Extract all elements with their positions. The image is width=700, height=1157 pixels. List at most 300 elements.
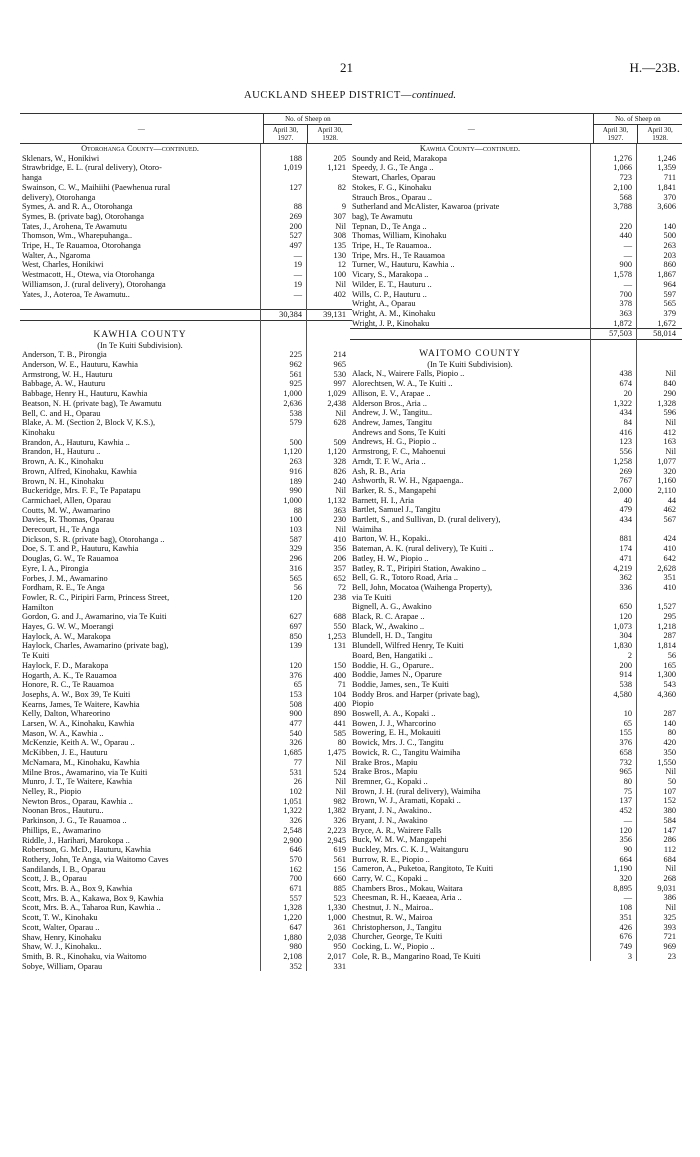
sheep-1927: 1,880 bbox=[283, 932, 302, 942]
table-row bbox=[20, 758, 352, 768]
sheep-1928: Nil bbox=[665, 369, 676, 379]
sheep-1927: 320 bbox=[619, 874, 632, 884]
sheep-1927: 326 bbox=[289, 816, 302, 826]
sheep-1927: 269 bbox=[619, 466, 632, 476]
table-row bbox=[350, 496, 682, 506]
table-row bbox=[20, 709, 352, 719]
sheep-1927: 723 bbox=[619, 173, 632, 183]
sheep-1927: 2,100 bbox=[613, 182, 632, 192]
table-row bbox=[350, 796, 682, 806]
table-row bbox=[20, 428, 352, 438]
owner-name: Parkinson, J. G., Te Rauamoa .. bbox=[22, 816, 127, 826]
table-row bbox=[350, 447, 682, 457]
sheep-1927: 1,830 bbox=[613, 641, 632, 651]
owner-name: Wright, A. M., Kinohaku bbox=[352, 308, 436, 318]
sheep-1928: 238 bbox=[333, 592, 346, 602]
sheep-1927: 120 bbox=[289, 592, 302, 602]
sheep-1928: 711 bbox=[663, 173, 676, 183]
owner-name: Haylock, Charles, Awamarino (private bag), bbox=[22, 641, 169, 651]
sheep-1928: 890 bbox=[333, 709, 346, 719]
sheep-1927: 1,190 bbox=[613, 864, 632, 874]
sheep-1927 bbox=[590, 525, 636, 535]
sheep-1927: 500 bbox=[289, 437, 302, 447]
sheep-1928: 524 bbox=[333, 767, 346, 777]
table-row bbox=[350, 942, 682, 952]
owner-name: Brown, J. H. (rural delivery), Waimiha bbox=[352, 786, 481, 796]
table-row bbox=[350, 193, 682, 203]
table-row bbox=[350, 418, 682, 428]
table-row bbox=[20, 574, 352, 584]
sheep-1928: 684 bbox=[663, 854, 676, 864]
sheep-1927: 568 bbox=[619, 192, 632, 202]
name-column-header: — bbox=[20, 114, 263, 144]
table-row bbox=[20, 680, 352, 690]
sheep-1928: 130 bbox=[333, 250, 346, 260]
table-row bbox=[20, 477, 352, 487]
sheep-1927: 647 bbox=[289, 922, 302, 932]
table-row bbox=[350, 173, 682, 183]
owner-name: Blundell, H. D., Tangitu bbox=[352, 631, 433, 641]
owner-name: Blundell, Wilfred Henry, Te Kuiti bbox=[352, 641, 464, 651]
owner-name: Carmichael, Allen, Oparau bbox=[22, 495, 111, 505]
table-row bbox=[350, 602, 682, 612]
table-row bbox=[20, 942, 352, 952]
sheep-1928: 1,253 bbox=[327, 631, 346, 641]
sheep-1927: 200 bbox=[289, 221, 302, 231]
sheep-1928: 140 bbox=[663, 221, 676, 231]
sheep-1927: 376 bbox=[289, 670, 302, 680]
owner-name: Buckeridge, Mrs. F. F., Te Papatapu bbox=[22, 486, 141, 496]
sheep-1928: 410 bbox=[663, 544, 676, 554]
sheep-1928: 214 bbox=[333, 350, 346, 360]
spacer bbox=[20, 299, 352, 309]
sheep-1927: 700 bbox=[619, 289, 632, 299]
table-row bbox=[20, 399, 352, 409]
table-row bbox=[20, 797, 352, 807]
col-1928-header: April 30, 1928. bbox=[638, 125, 682, 144]
sheep-1927: 188 bbox=[289, 153, 302, 163]
table-row bbox=[350, 154, 682, 164]
county-heading: WAITOMO COUNTY bbox=[419, 349, 521, 360]
owner-name: Forbes, J. M., Awamarino bbox=[22, 573, 108, 583]
table-row bbox=[20, 855, 352, 865]
sheep-1928: 441 bbox=[333, 719, 346, 729]
sheep-1927: 1,258 bbox=[613, 456, 632, 466]
table-row bbox=[20, 671, 352, 681]
sheep-1928: 1,029 bbox=[327, 389, 346, 399]
table-row bbox=[20, 603, 352, 613]
sheep-1928: Nil bbox=[335, 757, 346, 767]
sheep-1927: 4,580 bbox=[613, 689, 632, 699]
table-row bbox=[350, 163, 682, 173]
sheep-1927: 646 bbox=[289, 845, 302, 855]
owner-name: Bell, C. and H., Oparau bbox=[22, 408, 101, 418]
sheep-1927: 4,219 bbox=[613, 563, 632, 573]
owner-name: Andrews, H. G., Piopio .. bbox=[352, 437, 437, 447]
sheep-1927: 123 bbox=[619, 437, 632, 447]
owner-name: Turner, W., Hauturu, Kawhia .. bbox=[352, 260, 455, 270]
col-1928-header: April 30, 1928. bbox=[308, 125, 352, 144]
table-row bbox=[350, 467, 682, 477]
owner-name: Sutherland and McAlister, Kawaroa (private bbox=[352, 202, 500, 212]
sheep-1927: 497 bbox=[289, 241, 302, 251]
owner-name: Kearns, James, Te Waitere, Kawhia bbox=[22, 699, 140, 709]
table-row bbox=[350, 593, 682, 603]
sheep-1927: 90 bbox=[623, 844, 632, 854]
sheep-1928: 1,527 bbox=[657, 602, 676, 612]
sheep-1927: 8,895 bbox=[613, 883, 632, 893]
page-title bbox=[0, 90, 700, 101]
sheep-1928: 1,120 bbox=[327, 447, 346, 457]
sheep-1928: 596 bbox=[663, 408, 676, 418]
section-heading: Otorohanga County—continued. bbox=[81, 144, 199, 153]
sheep-1927: 556 bbox=[619, 447, 632, 457]
owner-name: Kinohaku bbox=[22, 427, 55, 437]
owner-name: Sobye, William, Oparau bbox=[22, 961, 103, 971]
owner-name: Scott, T. W., Kinohaku bbox=[22, 913, 98, 923]
sheep-1927: 900 bbox=[619, 260, 632, 270]
sheep-1928: 58,014 bbox=[653, 329, 676, 339]
page-number: 21 bbox=[340, 60, 353, 75]
sheep-1927: 1,872 bbox=[613, 318, 632, 328]
sheep-1928 bbox=[306, 603, 348, 613]
sheep-1928: 379 bbox=[663, 308, 676, 318]
owner-name: Milne Bros., Awamarino, via Te Kuiti bbox=[22, 767, 148, 777]
sheep-1927: — bbox=[293, 289, 302, 299]
sheep-1928: 165 bbox=[663, 660, 676, 670]
table-row bbox=[20, 874, 352, 884]
table-row bbox=[20, 438, 352, 448]
table-row bbox=[350, 923, 682, 933]
table-row bbox=[350, 319, 682, 329]
sheep-1927: 326 bbox=[289, 738, 302, 748]
sheep-1928: Nil bbox=[665, 767, 676, 777]
sheep-1928: 561 bbox=[333, 854, 346, 864]
table-row bbox=[20, 544, 352, 554]
table-row bbox=[350, 709, 682, 719]
sheep-1927: 155 bbox=[619, 728, 632, 738]
owner-name: Gordon, G. and J., Awamarino, via Te Kuiti bbox=[22, 612, 167, 622]
table-row bbox=[20, 457, 352, 467]
table-row bbox=[350, 231, 682, 241]
owner-name: Wright, J. P., Kinohaku bbox=[352, 318, 430, 328]
owner-name: Derecourt, H., Te Anga bbox=[22, 525, 100, 535]
owner-name: Thomson, Wm., Wharepuhanga.. bbox=[22, 231, 133, 241]
owner-name: Burrow, R. E., Piopio .. bbox=[352, 854, 430, 864]
sheep-1927: 471 bbox=[619, 553, 632, 563]
table-row bbox=[350, 748, 682, 758]
sheep-1928: 628 bbox=[333, 418, 346, 428]
sheep-1928: 356 bbox=[333, 544, 346, 554]
owner-name: Anderson, W. E., Hauturu, Kawhia bbox=[22, 360, 138, 370]
sheep-1927: 416 bbox=[619, 427, 632, 437]
sheep-1927: 1,019 bbox=[283, 163, 302, 173]
sheep-1928: 80 bbox=[667, 728, 676, 738]
table-row bbox=[20, 748, 352, 758]
owner-name: Fowler, R. C., Piripiri Farm, Princess Street, bbox=[22, 592, 170, 602]
sheep-1928: 543 bbox=[663, 679, 676, 689]
sheep-1927: — bbox=[623, 893, 632, 903]
sheep-1927: 674 bbox=[619, 379, 632, 389]
owner-name: Barnett, H. I., Aria bbox=[352, 495, 414, 505]
sheep-1928: 361 bbox=[333, 922, 346, 932]
owner-name: Hayes, G. W. W., Moerangi bbox=[22, 622, 114, 632]
sheep-1927: 962 bbox=[289, 360, 302, 370]
sheep-1927: 627 bbox=[289, 612, 302, 622]
sheep-1928: 619 bbox=[333, 845, 346, 855]
sheep-1927: 579 bbox=[289, 418, 302, 428]
sheep-1927: 88 bbox=[293, 202, 302, 212]
owner-name: Sandilands, I. B., Oparau bbox=[22, 864, 106, 874]
sheep-1927: 139 bbox=[289, 641, 302, 651]
sheep-1928: 1,160 bbox=[657, 476, 676, 486]
sheep-1928: 965 bbox=[333, 360, 346, 370]
document-reference: H.—23B. bbox=[629, 60, 680, 75]
table-row bbox=[350, 554, 682, 564]
table-row bbox=[350, 767, 682, 777]
table-row bbox=[350, 290, 682, 300]
owner-name: Scott, Mrs. B. A., Kakawa, Box 9, Kawhia bbox=[22, 893, 164, 903]
owner-name: Brown, Alfred, Kinohaku, Kawhia bbox=[22, 466, 137, 476]
sheep-1927: 767 bbox=[619, 476, 632, 486]
sheep-1928: 357 bbox=[333, 563, 346, 573]
table-row bbox=[350, 758, 682, 768]
table-row bbox=[350, 389, 682, 399]
sheep-1928: 240 bbox=[333, 476, 346, 486]
sheep-1928: 82 bbox=[337, 182, 346, 192]
owner-name: Honore, R. C., Te Rauamoa bbox=[22, 680, 114, 690]
sheep-1928: Nil bbox=[335, 777, 346, 787]
owner-name: Brown, A. K., Kinohaku bbox=[22, 457, 104, 467]
owner-name: Ash, R. B., Aria bbox=[352, 466, 406, 476]
owner-name: Andrews and Sons, Te Kuiti bbox=[352, 427, 446, 437]
total-row bbox=[350, 328, 682, 340]
owner-name: Bell, G. R., Totoro Road, Aria .. bbox=[352, 573, 458, 583]
sheep-1928: 597 bbox=[663, 289, 676, 299]
sheep-1927: 538 bbox=[289, 408, 302, 418]
table-row bbox=[20, 270, 352, 280]
sheep-1927: 527 bbox=[289, 231, 302, 241]
owner-name: Haylock, F. D., Marakopa bbox=[22, 660, 109, 670]
sheep-1927: 304 bbox=[619, 631, 632, 641]
table-row bbox=[350, 525, 682, 535]
owner-name: Wilder, E. T., Hauturu .. bbox=[352, 279, 432, 289]
sheep-1927: 732 bbox=[619, 757, 632, 767]
table-row bbox=[350, 719, 682, 729]
table-row bbox=[350, 534, 682, 544]
sheep-1927: 565 bbox=[289, 573, 302, 583]
sheep-1927: 508 bbox=[289, 699, 302, 709]
table-row bbox=[350, 202, 682, 212]
owner-name: Boddie, James N., Oparure bbox=[352, 670, 442, 680]
sheep-1927 bbox=[260, 428, 306, 438]
sheep-1927: 676 bbox=[619, 932, 632, 942]
owner-name: Brake Bros., Mapiu bbox=[352, 757, 418, 767]
owner-name: Barker, R. S., Mangapehi bbox=[352, 485, 437, 495]
owner-name: Batley, R. T., Piripiri Station, Awakino .. bbox=[352, 563, 487, 573]
owner-name: Doe, S. T. and P., Hauturu, Kawhia bbox=[22, 544, 139, 554]
table-row bbox=[350, 260, 682, 270]
owner-name: Bowick, R. C., Tangitu Waimiha bbox=[352, 747, 461, 757]
sheep-1927: 1,120 bbox=[283, 447, 302, 457]
sheep-1928 bbox=[636, 699, 678, 709]
sheep-1928: 50 bbox=[667, 777, 676, 786]
sheep-1927: 650 bbox=[619, 602, 632, 612]
table-row bbox=[20, 738, 352, 748]
sheep-1928: 400 bbox=[333, 670, 346, 680]
sheep-1927: 162 bbox=[289, 864, 302, 874]
sheep-1927: 540 bbox=[289, 728, 302, 738]
sheep-1927: 19 bbox=[293, 279, 302, 289]
table-row bbox=[350, 408, 682, 418]
sheep-1927: 30,384 bbox=[279, 310, 302, 320]
sheep-1928: 2,038 bbox=[327, 932, 346, 942]
owner-name: Buckley, Mrs. C. K. J., Waitanguru bbox=[352, 844, 469, 854]
owner-name: Black, R. C. Arapae .. bbox=[352, 612, 425, 622]
table-row bbox=[20, 903, 352, 913]
owner-name: Symes, B. (private bag), Otorohanga bbox=[22, 211, 144, 221]
sheep-1928: 2,223 bbox=[327, 825, 346, 835]
sheep-1928: 9 bbox=[341, 202, 346, 212]
owner-name: Eyre, I. A., Pirongia bbox=[22, 563, 89, 573]
sheep-1928: 12 bbox=[337, 260, 346, 270]
table-row bbox=[20, 389, 352, 399]
table-row bbox=[350, 369, 682, 379]
sheep-1928: 1,672 bbox=[657, 318, 676, 328]
owner-name: Kelly, Dalton, Whareorino bbox=[22, 709, 111, 719]
sheep-1927: 749 bbox=[619, 941, 632, 951]
sheep-1927: 1,276 bbox=[613, 153, 632, 163]
owner-name: Brandon, A., Hauturu, Kawhia .. bbox=[22, 437, 130, 447]
sheep-1928: 410 bbox=[663, 582, 676, 592]
table-row bbox=[350, 903, 682, 913]
table-row bbox=[20, 622, 352, 632]
table-row bbox=[20, 173, 352, 183]
owner-name: Rothery, John, Te Anga, via Waitomo Caves bbox=[22, 854, 169, 864]
table-row bbox=[350, 183, 682, 193]
owner-name: Davies, R. Thomas, Oparau bbox=[22, 515, 115, 525]
sheep-1928: 56 bbox=[667, 650, 676, 660]
title-text: AUCKLAND SHEEP DISTRICT— bbox=[243, 90, 412, 101]
owner-name: Josephs, A. W., Box 39, Te Kuiti bbox=[22, 689, 131, 699]
owner-name: Tripe, Mrs. H., Te Rauamoa bbox=[352, 250, 445, 260]
owner-name: McKenzie, Keith A. W., Oparau .. bbox=[22, 738, 135, 748]
owner-name: Mason, W. A., Kawhia .. bbox=[22, 728, 104, 738]
sheep-1928: 295 bbox=[663, 612, 676, 622]
sheep-1928 bbox=[636, 525, 678, 535]
sheep-1928: Nil bbox=[335, 525, 346, 535]
sheep-1927 bbox=[260, 173, 306, 183]
sheep-1928: Nil bbox=[335, 486, 346, 496]
owner-name: Hamilton bbox=[22, 602, 54, 612]
table-row bbox=[350, 728, 682, 738]
table-row bbox=[350, 874, 682, 884]
table-row bbox=[20, 496, 352, 506]
table-row bbox=[350, 816, 682, 826]
sheep-1928: 585 bbox=[333, 728, 346, 738]
table-row bbox=[350, 399, 682, 409]
sheep-1927: — bbox=[623, 241, 632, 251]
owner-name: Brown, N. H., Kinohaku bbox=[22, 476, 104, 486]
table-row bbox=[20, 260, 352, 270]
owner-name: McNamara, M., Kinohaku, Kawhia bbox=[22, 757, 140, 767]
sheep-1927: 916 bbox=[289, 466, 302, 476]
sheep-1928: 350 bbox=[663, 747, 676, 757]
left-table-body bbox=[20, 144, 352, 971]
sheep-1928: 386 bbox=[663, 893, 676, 903]
table-row bbox=[350, 826, 682, 836]
right-table-body bbox=[350, 144, 682, 961]
sheep-1928: 331 bbox=[333, 961, 346, 971]
sheep-1928: 1,132 bbox=[327, 495, 346, 505]
owner-name: Armstrong, W. H., Hauturu bbox=[22, 369, 113, 379]
sheep-1928: 642 bbox=[663, 553, 676, 563]
table-row bbox=[20, 933, 352, 943]
sheep-1928: 982 bbox=[333, 796, 346, 806]
table-row bbox=[20, 768, 352, 778]
sheep-1927: 1,322 bbox=[283, 806, 302, 816]
table-row bbox=[20, 467, 352, 477]
table-row bbox=[20, 865, 352, 875]
sheep-1928: 370 bbox=[663, 192, 676, 202]
owner-name: Stokes, F. G., Kinohaku bbox=[352, 182, 432, 192]
sheep-1927: 1,685 bbox=[283, 748, 302, 758]
sheep-1927: 120 bbox=[619, 612, 632, 622]
owner-name: Scott, Walter, Oparau .. bbox=[22, 922, 100, 932]
owner-name: Dickson, S. R. (private bag), Otorohanga .. bbox=[22, 534, 165, 544]
sheep-1928: 652 bbox=[333, 573, 346, 583]
table-row bbox=[350, 651, 682, 661]
table-row bbox=[350, 631, 682, 641]
table-row bbox=[350, 505, 682, 515]
table-row bbox=[20, 212, 352, 222]
sheep-1928: 23 bbox=[667, 951, 676, 961]
sheep-1927 bbox=[260, 193, 306, 203]
owner-name: Smith, B. R., Kinohaku, via Waitomo bbox=[22, 951, 147, 961]
sheep-1927: 990 bbox=[289, 486, 302, 496]
owner-name: Douglas, G. W., Te Rauamoa bbox=[22, 554, 119, 564]
table-row bbox=[350, 544, 682, 554]
table-row bbox=[20, 845, 352, 855]
sheep-1928: 203 bbox=[663, 250, 676, 260]
sheep-1928: 565 bbox=[663, 299, 676, 309]
table-row bbox=[20, 379, 352, 389]
sheep-1928: 1,121 bbox=[327, 163, 346, 173]
table-row bbox=[350, 583, 682, 593]
sheep-1927: 479 bbox=[619, 505, 632, 515]
sheep-1928: 1,867 bbox=[657, 270, 676, 280]
table-row bbox=[350, 428, 682, 438]
sheep-1928: 2,628 bbox=[657, 563, 676, 573]
sheep-1928: 3,606 bbox=[657, 202, 676, 212]
owner-name: Strauch Bros., Oparau .. bbox=[352, 192, 432, 202]
table-row bbox=[20, 777, 352, 787]
table-row bbox=[350, 486, 682, 496]
sheep-1927: 914 bbox=[619, 670, 632, 680]
sheep-1928: 268 bbox=[663, 874, 676, 884]
table-row bbox=[20, 700, 352, 710]
owner-name: Andrew, James, Tangitu bbox=[352, 417, 432, 427]
owner-name: Shaw, W. J., Kinohaku.. bbox=[22, 942, 102, 952]
owner-name: Blake, A. M. (Section 2, Block V, K.S.), bbox=[22, 418, 156, 428]
sheep-1928: 1,218 bbox=[657, 621, 676, 631]
sheep-1928: 351 bbox=[663, 573, 676, 583]
sheep-1927: 263 bbox=[289, 457, 302, 467]
sheep-1927: — bbox=[623, 250, 632, 260]
owner-name: Bowering, E. H., Mokauiti bbox=[352, 728, 441, 738]
owner-name: Nelley, R., Piopio bbox=[22, 787, 82, 796]
sheep-1928: 412 bbox=[663, 427, 676, 437]
